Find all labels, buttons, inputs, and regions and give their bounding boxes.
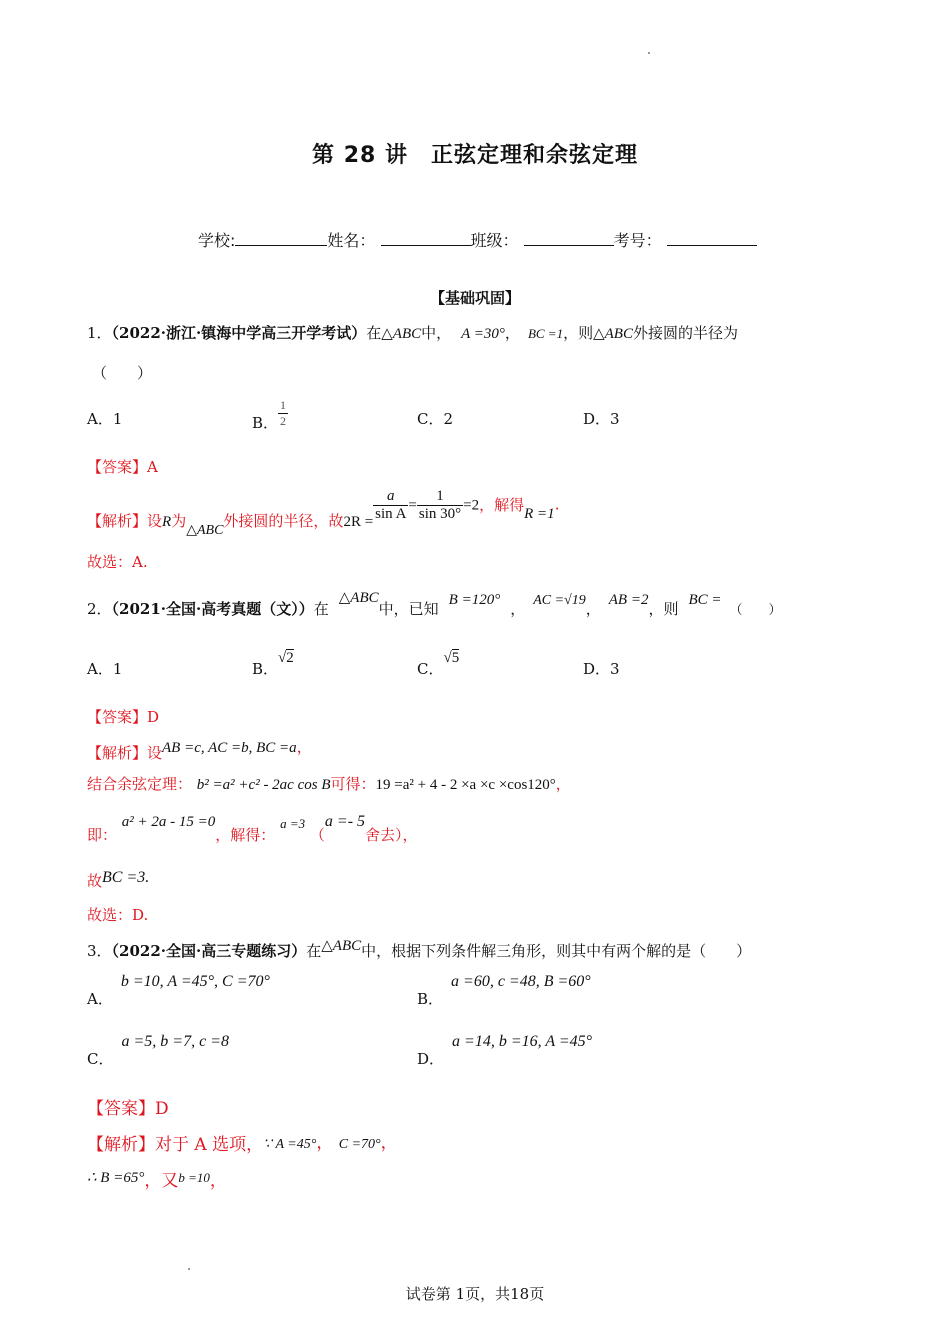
condition-angle-a: A =30° <box>461 326 505 342</box>
condition-bc: BC = <box>688 592 722 608</box>
option-label: C． <box>87 1050 114 1068</box>
analysis-label: 【解析】设 <box>87 744 163 762</box>
condition-angle-b: B =120° <box>448 592 501 608</box>
fraction-a-over-sin-a <box>373 488 408 523</box>
quadratic-equation: a² + 2a - 15 =0 <box>121 814 216 830</box>
question-2-paren: （ ） <box>729 603 782 618</box>
number-label: 考号： <box>613 231 662 250</box>
question-1-choice: 故选：A. <box>87 553 148 571</box>
given-angle-c: C =70° <box>338 1137 381 1152</box>
question-2-option-a[interactable]: A．1 <box>87 660 123 678</box>
question-3-answer: 【答案】D <box>87 1099 169 1119</box>
question-1-text: ，则 <box>563 324 594 342</box>
question-2-text: 在 <box>313 600 329 618</box>
question-3-option-a[interactable] <box>87 968 270 1008</box>
question-2-answer: 【答案】D <box>87 708 160 726</box>
condition-ac: AC =√19 <box>533 593 586 608</box>
triangle-abc: △ABC <box>381 326 422 342</box>
question-3-number: 3． <box>87 942 112 960</box>
condition-ab: AB =2 <box>608 592 649 608</box>
analysis-text: 结合余弦定理： <box>87 775 193 793</box>
option-condition: a =14, b =16, A =45° <box>452 1033 593 1050</box>
question-3-stem <box>87 936 751 962</box>
fraction-denominator: sin 30° <box>418 506 462 522</box>
section-heading: 【基础巩固】 <box>429 289 520 307</box>
fraction-numerator: 1 <box>280 398 287 412</box>
school-blank[interactable] <box>235 231 327 246</box>
paren-open: （ <box>309 826 325 844</box>
corner-dot-top <box>648 52 650 54</box>
question-2-text: ，则 <box>648 600 679 618</box>
question-2-choice: 故选：D. <box>87 906 149 924</box>
fraction-one-half <box>278 398 288 429</box>
name-label: 姓名： <box>327 231 376 250</box>
derived-angle-b: ∴ B =65° <box>87 1170 145 1186</box>
fraction-numerator: 1 <box>417 488 463 506</box>
separator: ， <box>555 775 571 793</box>
equals: = <box>408 497 417 514</box>
sqrt-2: √2 <box>278 650 294 666</box>
solution-a3: a =3 <box>280 816 306 831</box>
number-blank[interactable] <box>667 231 757 246</box>
class-label: 班级： <box>470 231 519 250</box>
substituted-equation: 19 =a² + 4 - 2 ×a ×c ×cos120° <box>375 777 556 793</box>
separator: ， <box>510 600 526 618</box>
separator: ， <box>585 600 601 618</box>
separator: ， <box>296 738 312 756</box>
option-label: D． <box>417 1050 445 1068</box>
fraction-denominator: 2 <box>280 414 287 428</box>
option-label: B． <box>252 413 279 432</box>
question-3-source: （2022·全国·高三专题练习） <box>111 942 307 960</box>
period: . <box>554 495 560 514</box>
analysis-label: 【解析】对于 A 选项， <box>87 1135 264 1155</box>
question-3-analysis-line1 <box>87 1128 398 1153</box>
question-1-option-d[interactable]: D．3 <box>583 410 620 428</box>
question-2-number: 2． <box>87 600 112 618</box>
question-3-text: 中，根据下列条件解三角形，则其中有两个解的是（ ） <box>361 942 752 960</box>
triangle-abc: △ABC <box>593 326 633 342</box>
question-2-analysis-line2 <box>87 773 571 794</box>
analysis-text: 可得： <box>330 775 376 793</box>
question-3-option-c[interactable] <box>87 1028 229 1068</box>
result-bc: BC =3. <box>102 869 150 886</box>
given-angle-a: ∵ A =45° <box>263 1137 317 1152</box>
question-1-option-c[interactable]: C．2 <box>417 410 454 428</box>
result-r: R =1 <box>524 505 555 522</box>
separator: ， <box>209 1171 227 1191</box>
fraction-denominator: sin A <box>375 506 407 522</box>
question-2-source: （2021·全国·高考真题（文）） <box>111 600 314 618</box>
class-blank[interactable] <box>524 231 614 246</box>
option-condition: a =5, b =7, c =8 <box>121 1033 229 1050</box>
question-3-option-d[interactable] <box>417 1028 592 1068</box>
solution-a-neg5: a =- 5 <box>324 813 366 830</box>
question-1-text: 外接圆的半径为 <box>632 324 738 342</box>
triangle-abc: △ABC <box>186 522 224 538</box>
triangle-abc: △ABC <box>338 590 379 606</box>
student-info-fields <box>198 228 757 251</box>
analysis-text: 故 <box>87 872 103 890</box>
option-condition: b =10, A =45°, C =70° <box>120 973 270 990</box>
radicand: 2 <box>286 650 294 666</box>
radicand: 5 <box>451 650 460 666</box>
option-condition: a =60, c =48, B =60° <box>451 973 591 990</box>
question-2-option-b[interactable] <box>252 646 294 678</box>
fraction-1-over-sin30 <box>417 488 463 523</box>
question-3-analysis-line2 <box>87 1162 227 1191</box>
separator: ， <box>380 1133 398 1153</box>
condition-bc: BC =1 <box>527 326 564 341</box>
question-1-source: （2022·浙江·镇海中学高三开学考试） <box>111 324 367 342</box>
option-label: B． <box>417 990 444 1008</box>
question-1-number: 1． <box>87 324 112 342</box>
question-2-option-c[interactable] <box>417 646 460 678</box>
option-label: A． <box>87 990 113 1008</box>
equals-two: =2 <box>463 497 480 514</box>
question-1-analysis <box>87 488 560 538</box>
page-footer: 试卷第 1页，共18页 <box>405 1285 545 1303</box>
side-definitions: AB =c, AC =b, BC =a <box>162 740 297 756</box>
separator: ， <box>504 324 520 342</box>
question-2-analysis-line1 <box>87 736 312 762</box>
question-2-stem <box>87 588 782 620</box>
analysis-label: 【解析】设 <box>87 511 163 530</box>
question-1-option-a[interactable]: A．1 <box>87 410 123 428</box>
question-3-option-b[interactable] <box>417 968 591 1008</box>
option-label: B． <box>252 660 279 678</box>
question-3-text: 在 <box>306 942 322 960</box>
analysis-text: 即： <box>87 826 118 844</box>
option-label: C． <box>417 660 444 678</box>
question-1-text: 在 <box>366 324 382 342</box>
school-label: 学校: <box>198 231 236 250</box>
question-1-answer: 【答案】A <box>87 458 158 476</box>
sqrt-5: √5 <box>443 650 460 666</box>
name-blank[interactable] <box>381 231 471 246</box>
separator: ， <box>316 1133 334 1153</box>
question-2-text: 中，已知 <box>378 600 439 618</box>
analysis-text: 舍去）， <box>365 826 418 844</box>
fraction-numerator: a <box>373 488 408 506</box>
question-2-option-d[interactable]: D．3 <box>583 660 620 678</box>
analysis-text: ，解得： <box>215 826 276 844</box>
corner-dot-bottom <box>188 1268 190 1270</box>
given-side-b: b =10 <box>178 1170 210 1185</box>
law-of-cosines: b² =a² +c² - 2ac cos B <box>196 777 331 793</box>
question-1-text: 中， <box>421 324 452 342</box>
analysis-text: 外接圆的半径，故 <box>223 511 344 530</box>
analysis-text: 为 <box>171 511 187 530</box>
analysis-text: ，解得 <box>479 495 525 514</box>
question-2-analysis-line3 <box>87 810 418 842</box>
expr-2r: 2R = <box>343 513 374 530</box>
var-r: R <box>162 513 172 530</box>
page-title: 第 28 讲 正弦定理和余弦定理 <box>312 143 638 168</box>
question-1-stem <box>87 322 738 343</box>
question-2-analysis-line4 <box>87 866 150 890</box>
triangle-abc: △ABC <box>321 938 362 954</box>
question-1-paren: （ ） <box>92 364 153 382</box>
question-1-option-b[interactable] <box>252 398 288 432</box>
analysis-text: ，又 <box>144 1171 179 1191</box>
